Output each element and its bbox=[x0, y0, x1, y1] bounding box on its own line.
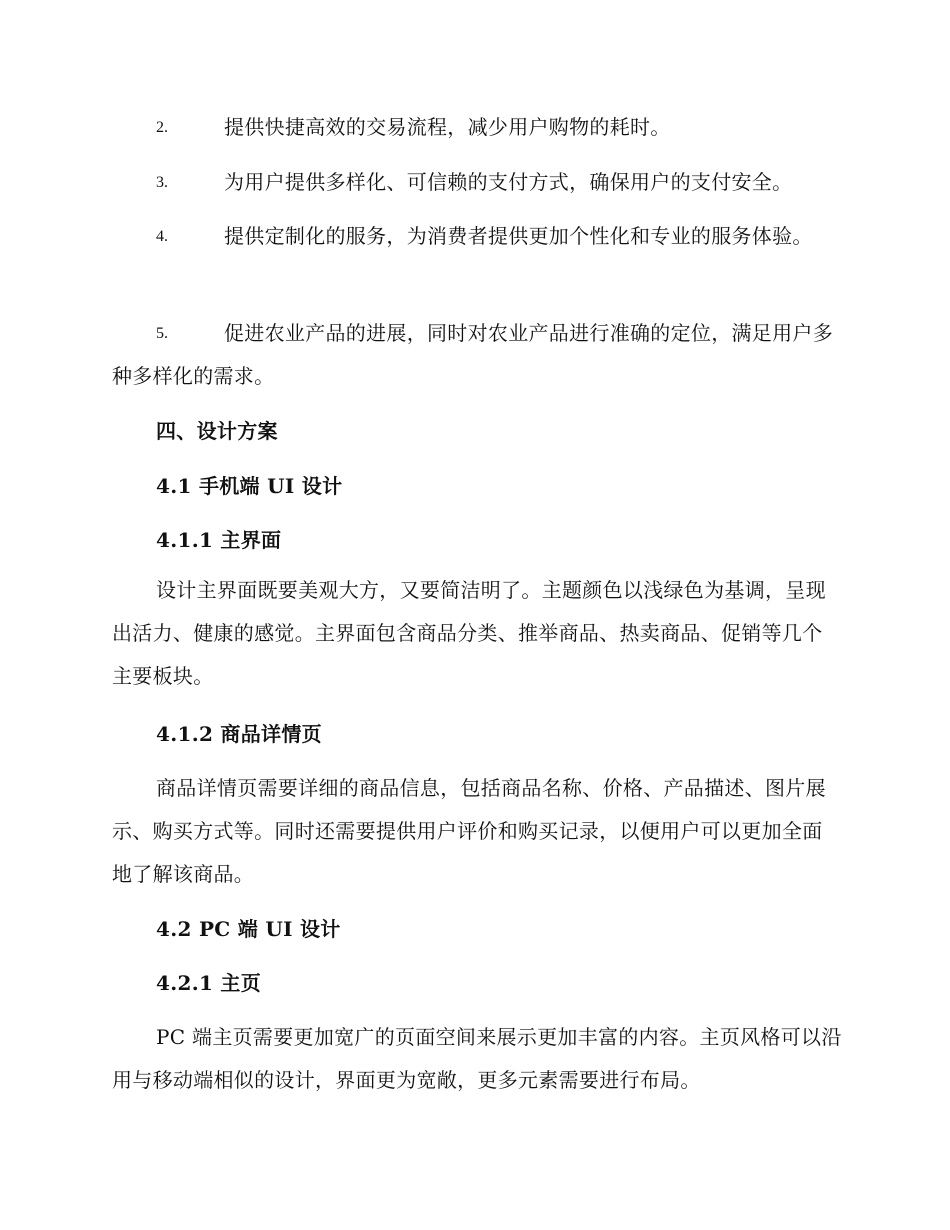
list-item bbox=[112, 106, 842, 149]
list-text: 提供快捷高效的交易流程，减少用户购物的耗时。 bbox=[224, 115, 671, 139]
section-heading-4: 四、设计方案 bbox=[156, 419, 278, 443]
paragraph-main-interface: 设计主界面既要美观大方，又要简洁明了。主题颜色以浅绿色为基调，呈现出活力、健康的感觉。主界面包含商品分类、推举商品、热卖商品、促销等几个主要板块。 bbox=[112, 578, 826, 688]
list-number: 3. bbox=[156, 174, 168, 191]
paragraph-pc-homepage: PC 端主页需要更加宽广的页面空间来展示更加丰富的内容。主页风格可以沿用与移动端相似的设计，界面更为宽敞，更多元素需要进行布局。 bbox=[112, 1025, 842, 1092]
list-text: 促进农业产品的进展，同时对农业产品进行准确的定位，满足用户多种多样化的需求。 bbox=[112, 321, 833, 388]
list-number: 5. bbox=[156, 325, 168, 342]
section-heading-4-1: 4.1 手机端 UI 设计 bbox=[156, 474, 343, 498]
section-heading-4-2-1: 4.2.1 主页 bbox=[156, 971, 262, 995]
list-number: 4. bbox=[156, 228, 168, 245]
section-heading-4-2: 4.2 PC 端 UI 设计 bbox=[156, 917, 341, 941]
list-item bbox=[112, 161, 842, 204]
list-number: 2. bbox=[156, 119, 168, 136]
list-text: 为用户提供多样化、可信赖的支付方式，确保用户的支付安全。 bbox=[224, 170, 793, 194]
list-item bbox=[112, 312, 842, 398]
section-heading-4-1-1: 4.1.1 主界面 bbox=[156, 528, 282, 552]
list-text: 提供定制化的服务，为消费者提供更加个性化和专业的服务体验。 bbox=[224, 224, 813, 248]
list-item bbox=[112, 215, 842, 258]
paragraph-product-detail: 商品详情页需要详细的商品信息，包括商品名称、价格、产品描述、图片展示、购买方式等。同时还需要提供用户评价和购买记录，以便用户可以更加全面地了解该商品。 bbox=[112, 776, 826, 886]
section-heading-4-1-2: 4.1.2 商品详情页 bbox=[156, 722, 322, 746]
